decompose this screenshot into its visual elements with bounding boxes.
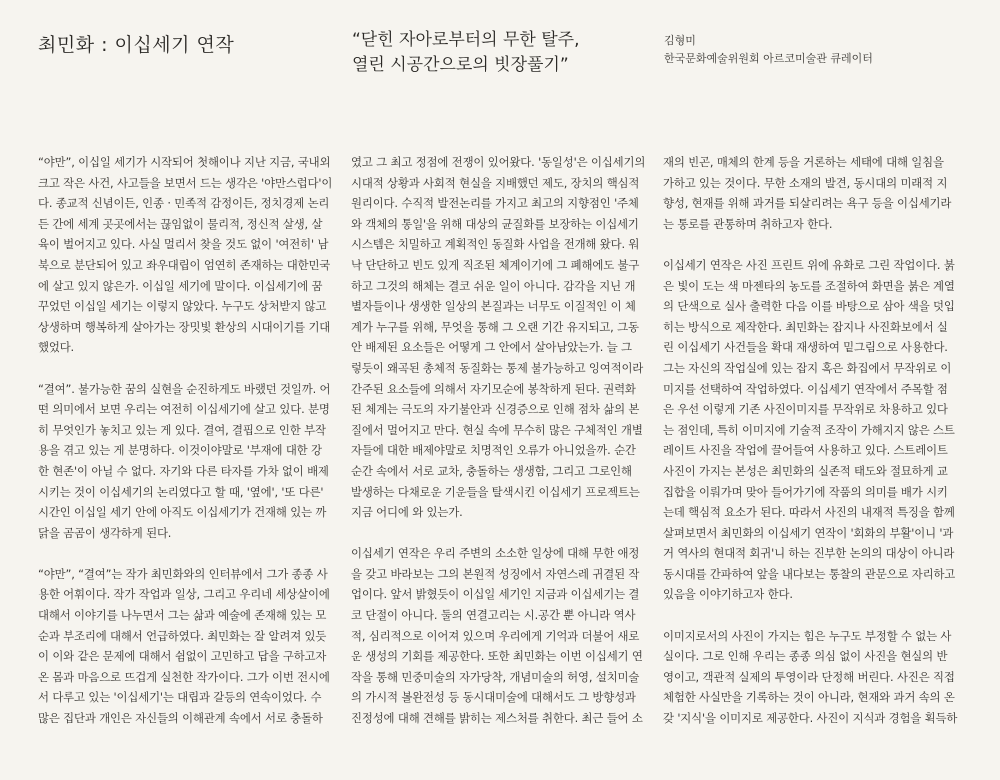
body-paragraph	[663, 626, 959, 729]
paragraph-line: 의 가시적 볼완전성 등 동시대미술에 대해서도 그 방향성과	[351, 690, 636, 705]
paragraph-line: 용을 겪고 있는 게 분명하다. 이것이야말로 '부재에 대한 강	[38, 443, 322, 458]
paragraph-line: 체험한 사실만을 기록하는 것이 아니라, 현재와 과거 속의 온	[663, 690, 955, 705]
body-paragraph	[663, 152, 959, 234]
paragraph-line: 크고 작은 사건, 사고들을 보면서 드는 생각은 '야만스럽다'이	[38, 175, 333, 190]
paragraph-line: 원리이다. 수직적 발전논리를 가지고 최고의 지향점인 '주체	[351, 196, 639, 211]
paragraph-line: 질에서 멀어지고 만다. 현실 속에 무수히 많은 구체적인 개별	[351, 422, 643, 437]
body-paragraph	[38, 379, 334, 544]
paragraph-line: 간주된 요소들에 의해서 자기모순에 봉착하게 된다. 권력화	[351, 381, 636, 396]
paragraph-line: 집합을 이뤄가며 맞아 들어가기에 작품의 의미를 배가 시키	[663, 484, 948, 499]
paragraph-line: 계가 누구를 위해, 무엇을 통해 그 오랜 기간 유지되고, 그동	[351, 319, 639, 334]
paragraph-line: 는데 핵심적 요소가 된다. 따라서 사진의 내재적 특징을 함께	[663, 505, 955, 520]
paragraph-line: 렇듯이 왜곡된 총체적 동질화는 통제 불가능하고 잉여적이라	[351, 360, 644, 375]
paragraph-line: 의 단색으로 실사 출력한 다음 이를 바탕으로 삼아 색을 덧입	[663, 299, 955, 314]
paragraph-line: 적, 심리적으로 이어져 있으며 우리에게 기억과 더불어 새로	[351, 628, 640, 643]
paragraph-line: 많은 집단과 개인은 자신들의 이해관계 속에서 서로 충돌하	[38, 711, 323, 726]
paragraph-line: 육이 벌어지고 있다. 사실 멀리서 찾을 것도 없이 '여전히' 남	[38, 237, 329, 252]
paragraph-line: 히는 방식으로 제작한다. 최민화는 잡지나 사진화보에서 실	[663, 319, 948, 334]
paragraph-line: 레이트 사진을 작업에 끌어들여 사용하고 있다. 스트레이트	[663, 443, 948, 458]
text-column-2	[351, 152, 647, 749]
paragraph-line: 북으로 분단되어 있고 좌우대립이 엄연히 존재하는 대한민국	[38, 257, 331, 272]
paragraph-line: 시간인 이십일 세기 안에 아직도 이십세기가 건재해 있는 까	[38, 505, 327, 520]
paragraph-line: 했었다.	[38, 340, 75, 355]
paragraph-line: 와 객체의 통일'을 위해 대상의 균질화를 보장하는 이십세기	[351, 216, 639, 231]
paragraph-line: 발생하는 다채로운 기운들을 탈색시킨 이십세기 프로젝트는	[351, 484, 640, 499]
paragraph-line: 가하고 있는 것이다. 무한 소재의 발견, 동시대의 미래적 지	[663, 175, 948, 190]
paragraph-line: 이십세기 연작은 우리 주변의 소소한 일상에 대해 무한 애정	[351, 546, 640, 561]
paragraph-line: 온 몸과 마음으로 뜨겁게 실천한 작가이다. 그가 이번 전시에	[38, 669, 330, 684]
paragraph-line: 꾸었던 이십일 세기는 이렇지 않았다. 누구도 상처받지 않고	[38, 299, 327, 314]
paragraph-line: 지금 어디에 와 있는가.	[351, 505, 463, 520]
body-paragraph	[351, 543, 647, 728]
paragraph-line: 시대적 상황과 사회적 현실을 지배했던 제도, 장치의 핵심적	[351, 175, 640, 190]
body-paragraph	[38, 152, 334, 358]
paragraph-line: 영이고, 객관적 실제의 투영이라 단정해 버린다. 사진은 직접	[663, 669, 955, 684]
paragraph-line: “야만”, 이십일 세기가 시작되어 첫해이나 지난 지금, 국내외	[38, 155, 331, 169]
text-column-3	[663, 152, 959, 749]
paragraph-line: 닭을 곰곰이 생각하게 된다.	[38, 525, 172, 540]
paragraph-line: 그는 자신의 작업실에 있는 잡지 혹은 화집에서 무작위로 이	[663, 360, 952, 375]
author-role: 한국문화예술위원회 아르코미술관 큐레이터	[664, 52, 873, 65]
paragraph-line: 향성, 현재를 위해 과거를 되살리려는 욕구 등을 이십세기라	[663, 196, 952, 211]
paragraph-line: “결여”. 불가능한 꿈의 실현을 순진하게도 바랬던 것일까. 어	[38, 381, 331, 396]
paragraph-line: 사진이 가지는 본성은 최민화의 실존적 태도와 절묘하게 교	[663, 463, 948, 478]
paragraph-line: 떤 의미에서 보면 우리는 여전히 이십세기에 살고 있다. 분명	[38, 402, 330, 417]
paragraph-line: 동시대를 간파하여 앞을 내다보는 통찰의 관문으로 자리하고	[663, 566, 956, 581]
paragraph-line: 시스템은 치밀하고 계획적인 동질화 사업을 전개해 왔다. 워	[351, 237, 640, 252]
paragraph-line: 코 단절이 아니다. 둘의 연결고리는 시.공간 뿐 아니라 역사	[351, 608, 636, 623]
paragraph-line: 있음을 이야기하고자 한다.	[663, 587, 793, 602]
paragraph-line: 안 배제된 요소들은 어떻게 그 안에서 살아남았는가. 늘 그	[351, 340, 632, 355]
paragraph-line: 거 역사의 현대적 회귀'니 하는 진부한 논의의 대상이 아니라	[663, 546, 955, 561]
paragraph-line: 진정성에 대해 견해를 밝히는 제스처를 취한다. 최근 들어 소	[351, 711, 643, 726]
paragraph-line: 을 갖고 바라보는 그의 본원적 성징에서 자연스레 귀결된 작	[351, 566, 640, 581]
paragraph-line: 상생하며 행복하게 살아가는 장밋빛 환상의 시대이기를 기대	[38, 319, 331, 334]
paragraph-line: 살펴보면서 최민화의 이십세기 연작이 '회화의 부활'이니 '과	[663, 525, 954, 540]
paragraph-line: 하고 그것의 해체는 결코 쉬운 일이 아니다. 감각을 지닌 개	[351, 278, 636, 293]
paragraph-line: 낙 단단하고 빈도 있게 직조된 체계이기에 그 폐해에도 불구	[351, 257, 640, 272]
paragraph-line: 갖 '지식'을 이미지로 제공한다. 사진이 지식과 경험을 획득하	[663, 711, 958, 726]
article-subtitle-quote	[352, 28, 580, 78]
text-column-1	[38, 152, 334, 749]
paragraph-line: 은 빛이 도는 색 마젠타의 농도를 조절하여 화면을 붉은 계열	[663, 278, 955, 293]
paragraph-line: 이미지로서의 사진이 가지는 힘은 누구도 부정할 수 없는 사	[663, 628, 952, 643]
paragraph-line: 운 생성의 기회를 제공한다. 또한 최민화는 이번 이십세기 연	[351, 649, 643, 664]
paragraph-line: 에 살고 있지 않은가. 이십일 세기에 말이다. 이십세기에 꿈	[38, 278, 323, 293]
paragraph-line: 순과 부조리에 대해서 언급하였다. 최민화는 잘 알려져 있듯	[38, 628, 327, 643]
paragraph-line: 든 간에 세계 곳곳에서는 끊임없이 물리적, 정신적 살생, 살	[38, 216, 323, 231]
paragraph-line: 서 다루고 있는 '이십세기'는 대립과 갈등의 연속이었다. 수	[38, 690, 322, 705]
quote-line: “닫힌 자아로부터의 무한 탈주,	[352, 30, 580, 50]
paragraph-line: 업이다. 앞서 밝혔듯이 이십일 세기인 지금과 이십세기는 결	[351, 587, 640, 602]
paragraph-line: 별자들이나 생생한 일상의 본질과는 너무도 이질적인 이 체	[351, 299, 636, 314]
paragraph-line: 작을 통해 민중미술의 자가당착, 개념미술의 허영, 설치미술	[351, 669, 640, 684]
paragraph-line: 한 현존'이 아닐 수 없다. 자기와 다른 타자를 가차 없이 배제	[38, 463, 329, 478]
body-paragraph	[351, 152, 647, 523]
author-name: 김형미	[664, 34, 696, 47]
paragraph-line: 대해서 이야기를 나누면서 그는 삶과 예술에 존재해 있는 모	[38, 608, 327, 623]
paragraph-line: 히 무엇인가 놓치고 있는 게 있다. 결여, 결핍으로 인한 부작	[38, 422, 326, 437]
paragraph-line: 자들에 대한 배제야말로 치명적인 오류가 아니었을까. 순간	[351, 443, 636, 458]
paragraph-line: 는 점인데, 특히 이미지에 기술적 조작이 가해지지 않은 스트	[663, 422, 955, 437]
paragraph-line: 시키는 것이 이십세기의 논리였다고 할 때, '옆에', '또 다른'	[38, 484, 324, 499]
quote-line: 열린 시공간으로의 빗장풀기”	[352, 55, 569, 75]
paragraph-line: 은 우선 이렇게 기존 사진이미지를 무작위로 차용하고 있다	[663, 402, 948, 417]
paragraph-line: 였고 그 최고 정점에 전쟁이 있어왔다. '동일성'은 이십세기의	[351, 155, 646, 169]
article-title: 최민화 : 이십세기 연작	[38, 34, 235, 56]
paragraph-line: 순간 속에서 서로 교차, 충돌하는 생생함, 그리고 그로인해	[351, 463, 632, 478]
paragraph-line: 재의 빈곤, 매체의 한계 등을 거론하는 세태에 대해 일침을	[663, 155, 944, 169]
paragraph-line: 된 체계는 극도의 자기불안과 신경증으로 인해 점차 삶의 본	[351, 402, 640, 417]
body-paragraph	[38, 564, 334, 729]
paragraph-line: 용한 어휘이다. 작가 작업과 일상, 그리고 우리네 세상살이에	[38, 587, 330, 602]
paragraph-line: “야만”, “결여”는 작가 최민화와의 인터뷰에서 그가 종종 사	[38, 566, 328, 581]
paragraph-line: 미지를 선택하여 작업하였다. 이십세기 연작에서 주목할 점	[663, 381, 948, 396]
paragraph-line: 이 이와 같은 문제에 대해서 쉼없이 고민하고 답을 구하고자	[38, 649, 327, 664]
author-block	[664, 32, 873, 68]
paragraph-line: 는 통로를 관통하며 취하고자 한다.	[663, 216, 833, 231]
paragraph-line: 실이다. 그로 인해 우리는 종종 의심 없이 사진을 현실의 반	[663, 649, 948, 664]
body-paragraph	[663, 255, 959, 605]
paragraph-line: 이십세기 연작은 사진 프린트 위에 유화로 그린 작업이다. 붉	[663, 257, 955, 272]
paragraph-line: 다. 종교적 신념이든, 인종 · 민족적 감정이든, 정치경제 논리	[38, 196, 330, 211]
paragraph-line: 린 이십세기 사건들을 확대 재생하여 밑그림으로 사용한다.	[663, 340, 948, 355]
